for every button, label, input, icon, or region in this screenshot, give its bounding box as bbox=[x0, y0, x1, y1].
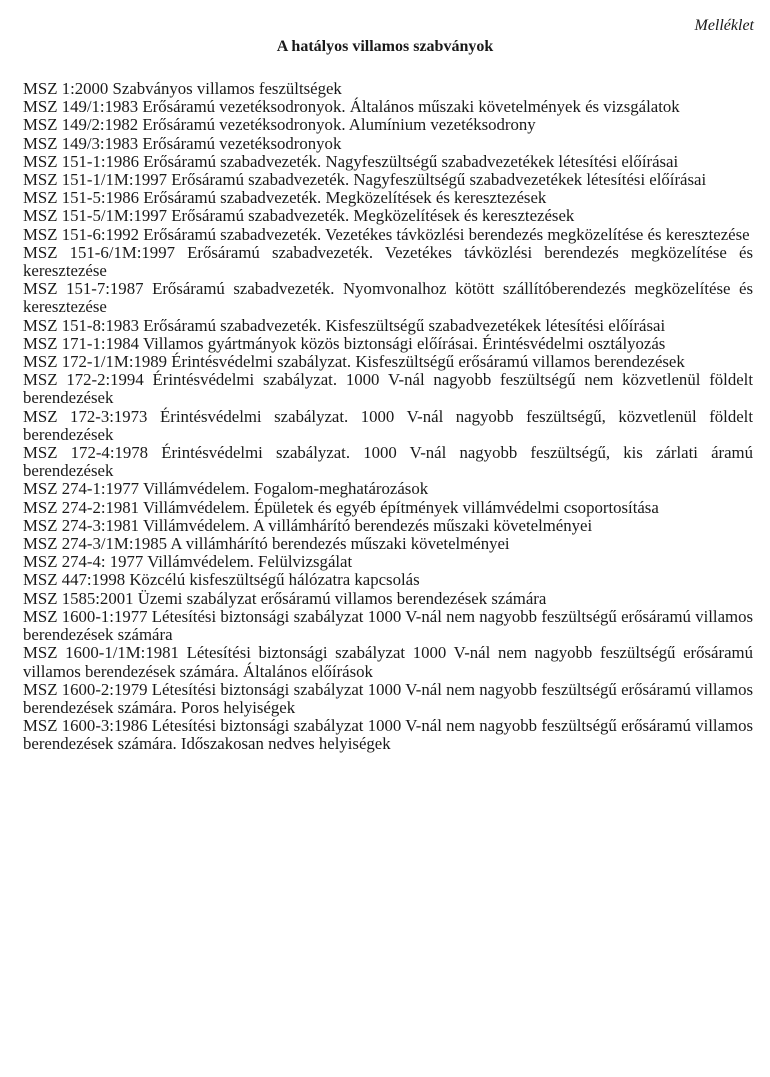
standard-entry bbox=[23, 644, 753, 680]
standard-entry bbox=[23, 571, 753, 589]
standard-code: MSZ 447:1998 bbox=[23, 570, 126, 590]
standard-code: MSZ 151-1:1986 bbox=[23, 151, 140, 171]
standard-title: Villámvédelem. Épületek és egyéb építmények villámvédelmi csoportosítása bbox=[142, 497, 659, 517]
standard-title: Erősáramú vezetéksodronyok bbox=[142, 133, 342, 153]
standard-code: MSZ 171-1:1984 bbox=[23, 333, 140, 353]
standard-title: Erősáramú szabadvezeték. Kisfeszültségű szabadvezetékek létesítési előírásai bbox=[143, 315, 666, 335]
standard-title: Érintésvédelmi szabályzat. Kisfeszültségű erősáramú villamos berendezések bbox=[171, 352, 685, 372]
standard-entry bbox=[23, 98, 753, 116]
standard-entry bbox=[23, 553, 753, 571]
standard-title: Üzemi szabályzat erősáramú villamos berendezések számára bbox=[137, 588, 547, 608]
standard-code: MSZ 149/2:1982 bbox=[23, 115, 139, 135]
standard-code: MSZ 151-8:1983 bbox=[23, 315, 140, 335]
annex-label: Melléklet bbox=[694, 17, 754, 34]
standard-entry bbox=[23, 116, 753, 134]
standard-entry bbox=[23, 317, 753, 335]
standard-code: MSZ 274-4: 1977 bbox=[23, 552, 144, 572]
standard-title: Erősáramú szabadvezeték. Nagyfeszültségű szabadvezetékek létesítési előírásai bbox=[171, 170, 707, 190]
standard-entry bbox=[23, 153, 753, 171]
standard-title: Érintésvédelmi szabályzat. 1000 V-nál nagyobb feszültségű, kis zárlati áramú berendezések bbox=[23, 443, 754, 481]
standard-code: MSZ 274-3/1M:1985 bbox=[23, 534, 168, 554]
standard-entry bbox=[23, 189, 753, 207]
standard-title: Létesítési biztonsági szabályzat 1000 V-nál nem nagyobb feszültségű erősáramú villamos berendezések számára. Poros helyiségek bbox=[23, 679, 754, 717]
standard-entry bbox=[23, 371, 753, 407]
standard-entry bbox=[23, 480, 753, 498]
standard-code: MSZ 151-1/1M:1997 bbox=[23, 170, 168, 190]
standard-entry bbox=[23, 335, 753, 353]
standard-title: Villámvédelem. A villámhárító berendezés műszaki követelményei bbox=[142, 515, 593, 535]
standard-title: Erősáramú szabadvezeték. Vezetékes távközlési berendezés megközelítése és keresztezése bbox=[23, 242, 753, 281]
standard-entry bbox=[23, 226, 753, 244]
standard-title: Létesítési biztonsági szabályzat 1000 V-nál nem nagyobb feszültségű erősáramú villamos berendezések számára. Általános előírások bbox=[23, 643, 753, 681]
standard-title: Érintésvédelmi szabályzat. 1000 V-nál nagyobb feszültségű, közvetlenül földelt berendezések bbox=[23, 406, 754, 444]
standard-code: MSZ 151-6/1M:1997 bbox=[23, 242, 175, 262]
standard-code: MSZ 172-4:1978 bbox=[23, 443, 149, 463]
standard-entry bbox=[23, 717, 753, 753]
standard-entry bbox=[23, 280, 753, 316]
standard-entry bbox=[23, 353, 753, 371]
standards-list bbox=[23, 80, 753, 754]
standard-title: Erősáramú vezetéksodronyok. Általános műszaki követelmények és vizsgálatok bbox=[142, 97, 680, 117]
standard-title: Erősáramú vezetéksodronyok. Alumínium vezetéksodrony bbox=[142, 115, 536, 135]
standard-code: MSZ 149/3:1983 bbox=[23, 133, 139, 153]
standard-code: MSZ 274-3:1981 bbox=[23, 515, 140, 535]
standard-title: Erősáramú szabadvezeték. Vezetékes távközlési berendezés megközelítése és keresztezése bbox=[143, 224, 750, 244]
standard-entry bbox=[23, 135, 753, 153]
standard-title: A villámhárító berendezés műszaki követelményei bbox=[170, 534, 510, 554]
standard-title: Erősáramú szabadvezeték. Nyomvonalhoz kötött szállítóberendezés megközelítése és keresztezése bbox=[23, 279, 753, 317]
standard-title: Erősáramú szabadvezeték. Megközelítések és keresztezések bbox=[143, 188, 547, 208]
standard-entry bbox=[23, 535, 753, 553]
standard-code: MSZ 274-1:1977 bbox=[23, 479, 140, 499]
standard-title: Erősáramú szabadvezeték. Nagyfeszültségű szabadvezetékek létesítési előírásai bbox=[143, 151, 679, 171]
standard-code: MSZ 1600-2:1979 bbox=[23, 679, 148, 699]
standard-title: Villámvédelem. Felülvizsgálat bbox=[147, 552, 353, 572]
standard-entry bbox=[23, 408, 753, 444]
standard-entry bbox=[23, 207, 753, 225]
standard-entry bbox=[23, 499, 753, 517]
standard-code: MSZ 149/1:1983 bbox=[23, 97, 139, 117]
standard-title: Létesítési biztonsági szabályzat 1000 V-nál nem nagyobb feszültségű erősáramú villamos berendezések számára. Időszakosan nedves helyiségek bbox=[23, 716, 754, 754]
standard-entry bbox=[23, 590, 753, 608]
standard-title: Érintésvédelmi szabályzat. 1000 V-nál nagyobb feszültségű nem közvetlenül földelt berendezések bbox=[23, 370, 754, 408]
standard-code: MSZ 151-5:1986 bbox=[23, 188, 140, 208]
standard-code: MSZ 1600-3:1986 bbox=[23, 716, 148, 736]
standard-title: Erősáramú szabadvezeték. Megközelítések és keresztezések bbox=[171, 206, 575, 226]
standard-code: MSZ 151-6:1992 bbox=[23, 224, 140, 244]
standard-code: MSZ 1:2000 bbox=[23, 79, 109, 98]
standard-code: MSZ 172-2:1994 bbox=[23, 370, 144, 390]
page-title: A hatályos villamos szabványok bbox=[276, 38, 494, 55]
standard-code: MSZ 151-7:1987 bbox=[23, 279, 144, 299]
standard-code: MSZ 172-3:1973 bbox=[23, 406, 148, 426]
standard-entry bbox=[23, 608, 753, 644]
standard-entry bbox=[23, 681, 753, 717]
standard-code: MSZ 151-5/1M:1997 bbox=[23, 206, 168, 226]
standard-title: Villámvédelem. Fogalom-meghatározások bbox=[142, 479, 429, 499]
standard-title: Létesítési biztonsági szabályzat 1000 V-nál nem nagyobb feszültségű erősáramú villamos berendezések számára bbox=[23, 606, 754, 645]
standard-code: MSZ 1585:2001 bbox=[23, 588, 134, 608]
standard-entry bbox=[23, 244, 753, 280]
standard-title: Villamos gyártmányok közös biztonsági előírásai. Érintésvédelmi osztályozás bbox=[142, 333, 666, 353]
standard-code: MSZ 1600-1:1977 bbox=[23, 606, 148, 626]
standard-entry bbox=[23, 171, 753, 189]
standard-entry bbox=[23, 444, 753, 480]
standard-title: Szabványos villamos feszültségek bbox=[112, 79, 342, 98]
standard-code: MSZ 274-2:1981 bbox=[23, 497, 140, 517]
standard-code: MSZ 1600-1/1M:1981 bbox=[23, 643, 179, 663]
standard-entry bbox=[23, 517, 753, 535]
standard-code: MSZ 172-1/1M:1989 bbox=[23, 352, 168, 372]
standard-entry bbox=[23, 80, 753, 98]
standard-title: Közcélú kisfeszültségű hálózatra kapcsolás bbox=[129, 570, 420, 590]
